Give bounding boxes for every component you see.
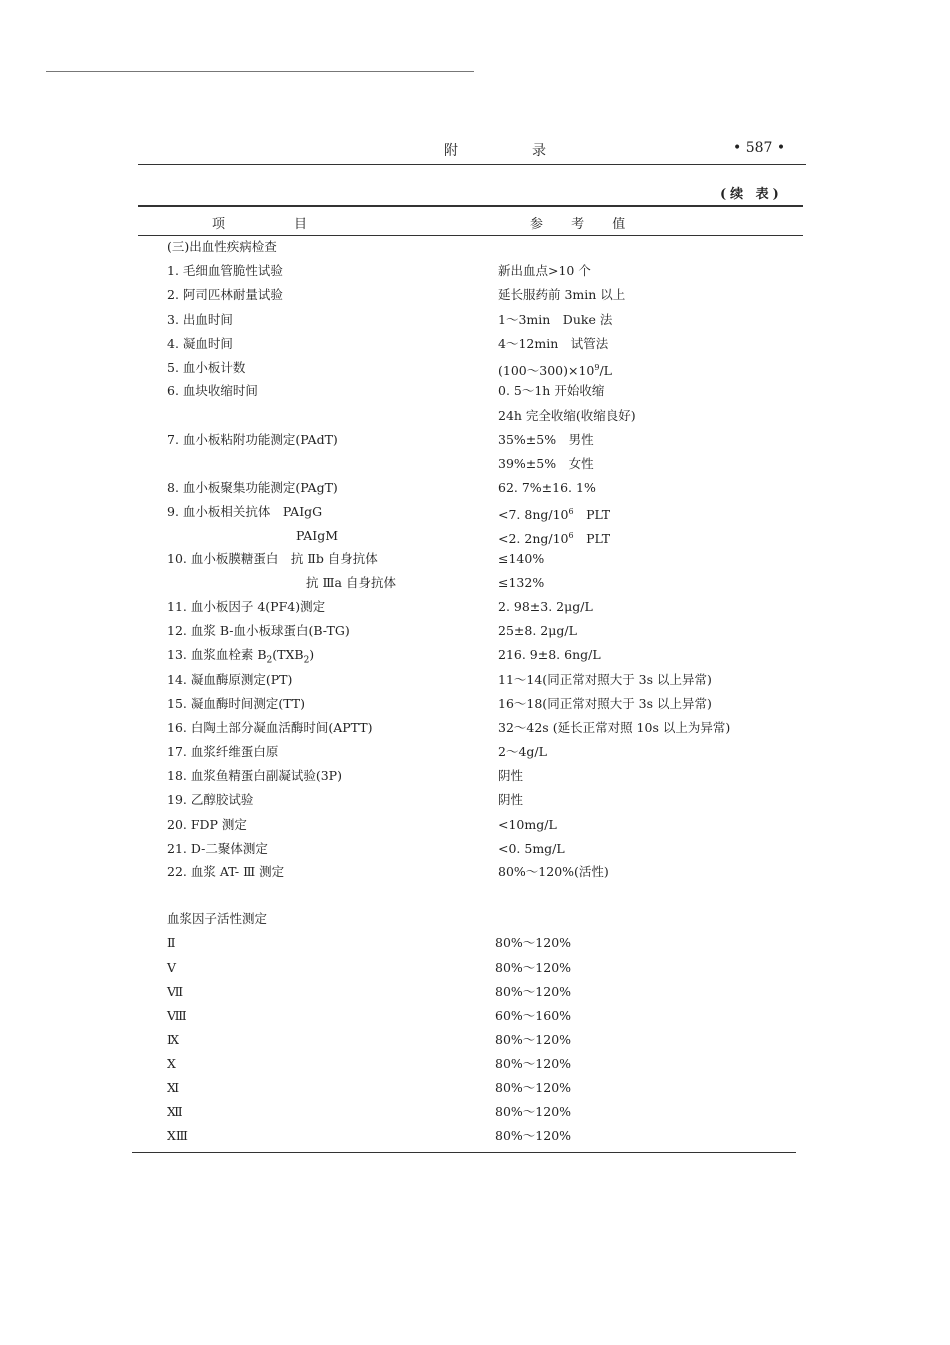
row-item: 15. 凝血酶时间测定(TT) xyxy=(167,696,306,711)
row-item: 11. 血小板因子 4(PF4)测定 xyxy=(167,599,326,614)
row-value: 11～14(同正常对照大于 3s 以上异常) xyxy=(498,672,712,687)
row-value: 216. 9±8. 6ng/L xyxy=(498,647,601,662)
factor-value: 80%～120% xyxy=(495,984,572,999)
row-value: 25±8. 2μg/L xyxy=(498,623,577,638)
factor-value: 80%～120% xyxy=(495,1032,572,1047)
page-number: • 587 • xyxy=(733,140,786,156)
row-item: 8. 血小板聚集功能测定(PAgT) xyxy=(167,480,338,495)
factor-value: 80%～120% xyxy=(495,935,572,950)
row-value: 延长服药前 3min 以上 xyxy=(498,287,626,302)
row-item: PAIgM xyxy=(296,528,339,543)
row-value: 32～42s (延长正常对照 10s 以上为异常) xyxy=(498,720,731,735)
factor-value: 80%～120% xyxy=(495,1080,572,1095)
row-value: $(100\sim 300)\times 10^9/L$ xyxy=(498,363,612,379)
row-item: 14. 凝血酶原测定(PT) xyxy=(167,672,293,687)
row-value: 1～3min Duke 法 xyxy=(498,312,613,327)
row-item: 17. 血浆纤维蛋白原 xyxy=(167,744,279,759)
row-value: <7. $8ng/10^6$ PLT xyxy=(498,507,611,523)
column-header-reference: 参 考 值 xyxy=(530,217,638,232)
factor-item: Ⅴ xyxy=(167,960,177,975)
continued-label: (续 表) xyxy=(720,187,783,202)
column-header-item: 项 目 xyxy=(212,217,336,232)
top-rule xyxy=(46,71,474,72)
table-bottom-rule xyxy=(132,1152,796,1153)
row-value: 阴性 xyxy=(498,792,524,807)
factor-item: Ⅶ xyxy=(167,984,184,999)
table-header-rule xyxy=(138,235,803,236)
row-item: 4. 凝血时间 xyxy=(167,336,233,351)
table-top-rule xyxy=(138,205,803,207)
running-header-title: 附 录 xyxy=(444,143,576,159)
section-title: (三)出血性疾病检查 xyxy=(167,239,277,254)
row-item: 20. FDP 测定 xyxy=(167,817,247,832)
row-item: 9. 血小板相关抗体 PAIgG xyxy=(167,504,323,519)
factor-value: 80%～120% xyxy=(495,960,572,975)
row-item: 22. 血浆 AT- Ⅲ 测定 xyxy=(167,864,285,879)
row-item: 6. 血块收缩时间 xyxy=(167,383,258,398)
row-item: 3. 出血时间 xyxy=(167,312,233,327)
factor-item: Ⅷ xyxy=(167,1008,187,1023)
row-value: 16～18(同正常对照大于 3s 以上异常) xyxy=(498,696,712,711)
row-item: 13. 血浆血栓素 $B_2(TXB_2)$ xyxy=(167,647,315,666)
row-item: 16. 白陶土部分凝血活酶时间(APTT) xyxy=(167,720,373,735)
factor-value: 60%～160% xyxy=(495,1008,572,1023)
factor-section-title: 血浆因子活性测定 xyxy=(167,911,268,926)
row-value: 新出血点>10 个 xyxy=(498,263,591,278)
row-value: <2. $2ng/10^6$ PLT xyxy=(498,531,611,547)
row-value: 62. 7%±16. 1% xyxy=(498,480,596,495)
factor-value: 80%～120% xyxy=(495,1128,572,1143)
row-value: 39%±5% 女性 xyxy=(498,456,594,471)
row-value: 24h 完全收缩(收缩良好) xyxy=(498,408,636,423)
row-item: 19. 乙醇胶试验 xyxy=(167,792,254,807)
row-item: 5. 血小板计数 xyxy=(167,360,246,375)
factor-item: Ⅻ xyxy=(167,1104,183,1119)
row-item: 18. 血浆鱼精蛋白副凝试验(3P) xyxy=(167,768,342,783)
row-value: 阴性 xyxy=(498,768,524,783)
row-item: 21. D-二聚体测定 xyxy=(167,841,268,856)
row-value: 35%±5% 男性 xyxy=(498,432,594,447)
row-value: 0. 5～1h 开始收缩 xyxy=(498,383,605,398)
factor-item: Ⅸ xyxy=(167,1032,180,1047)
row-item: 1. 毛细血管脆性试验 xyxy=(167,263,283,278)
row-value: 4～12min 试管法 xyxy=(498,336,609,351)
row-item: 2. 阿司匹林耐量试验 xyxy=(167,287,283,302)
factor-value: 80%～120% xyxy=(495,1104,572,1119)
row-item: 7. 血小板粘附功能测定(PAdT) xyxy=(167,432,338,447)
row-item: 10. 血小板膜糖蛋白 抗 Ⅱb 自身抗体 xyxy=(167,551,378,566)
factor-value: 80%～120% xyxy=(495,1056,572,1071)
row-value: 80%～120%(活性) xyxy=(498,864,609,879)
row-value: 2～4g/L xyxy=(498,744,547,759)
row-value: ≤140% xyxy=(498,551,545,566)
row-value: ≤132% xyxy=(498,575,545,590)
factor-item: ⅩⅢ xyxy=(167,1128,188,1143)
row-item: 12. 血浆 B-血小板球蛋白(B-TG) xyxy=(167,623,350,638)
factor-item: Ⅱ xyxy=(167,935,176,950)
row-item: 抗 Ⅲa 自身抗体 xyxy=(306,575,396,590)
header-rule xyxy=(138,164,806,165)
factor-item: Ⅺ xyxy=(167,1080,180,1095)
row-value: <0. 5mg/L xyxy=(498,841,565,856)
factor-item: Ⅹ xyxy=(167,1056,176,1071)
row-value: 2. 98±3. 2μg/L xyxy=(498,599,593,614)
row-value: <10mg/L xyxy=(498,817,557,832)
